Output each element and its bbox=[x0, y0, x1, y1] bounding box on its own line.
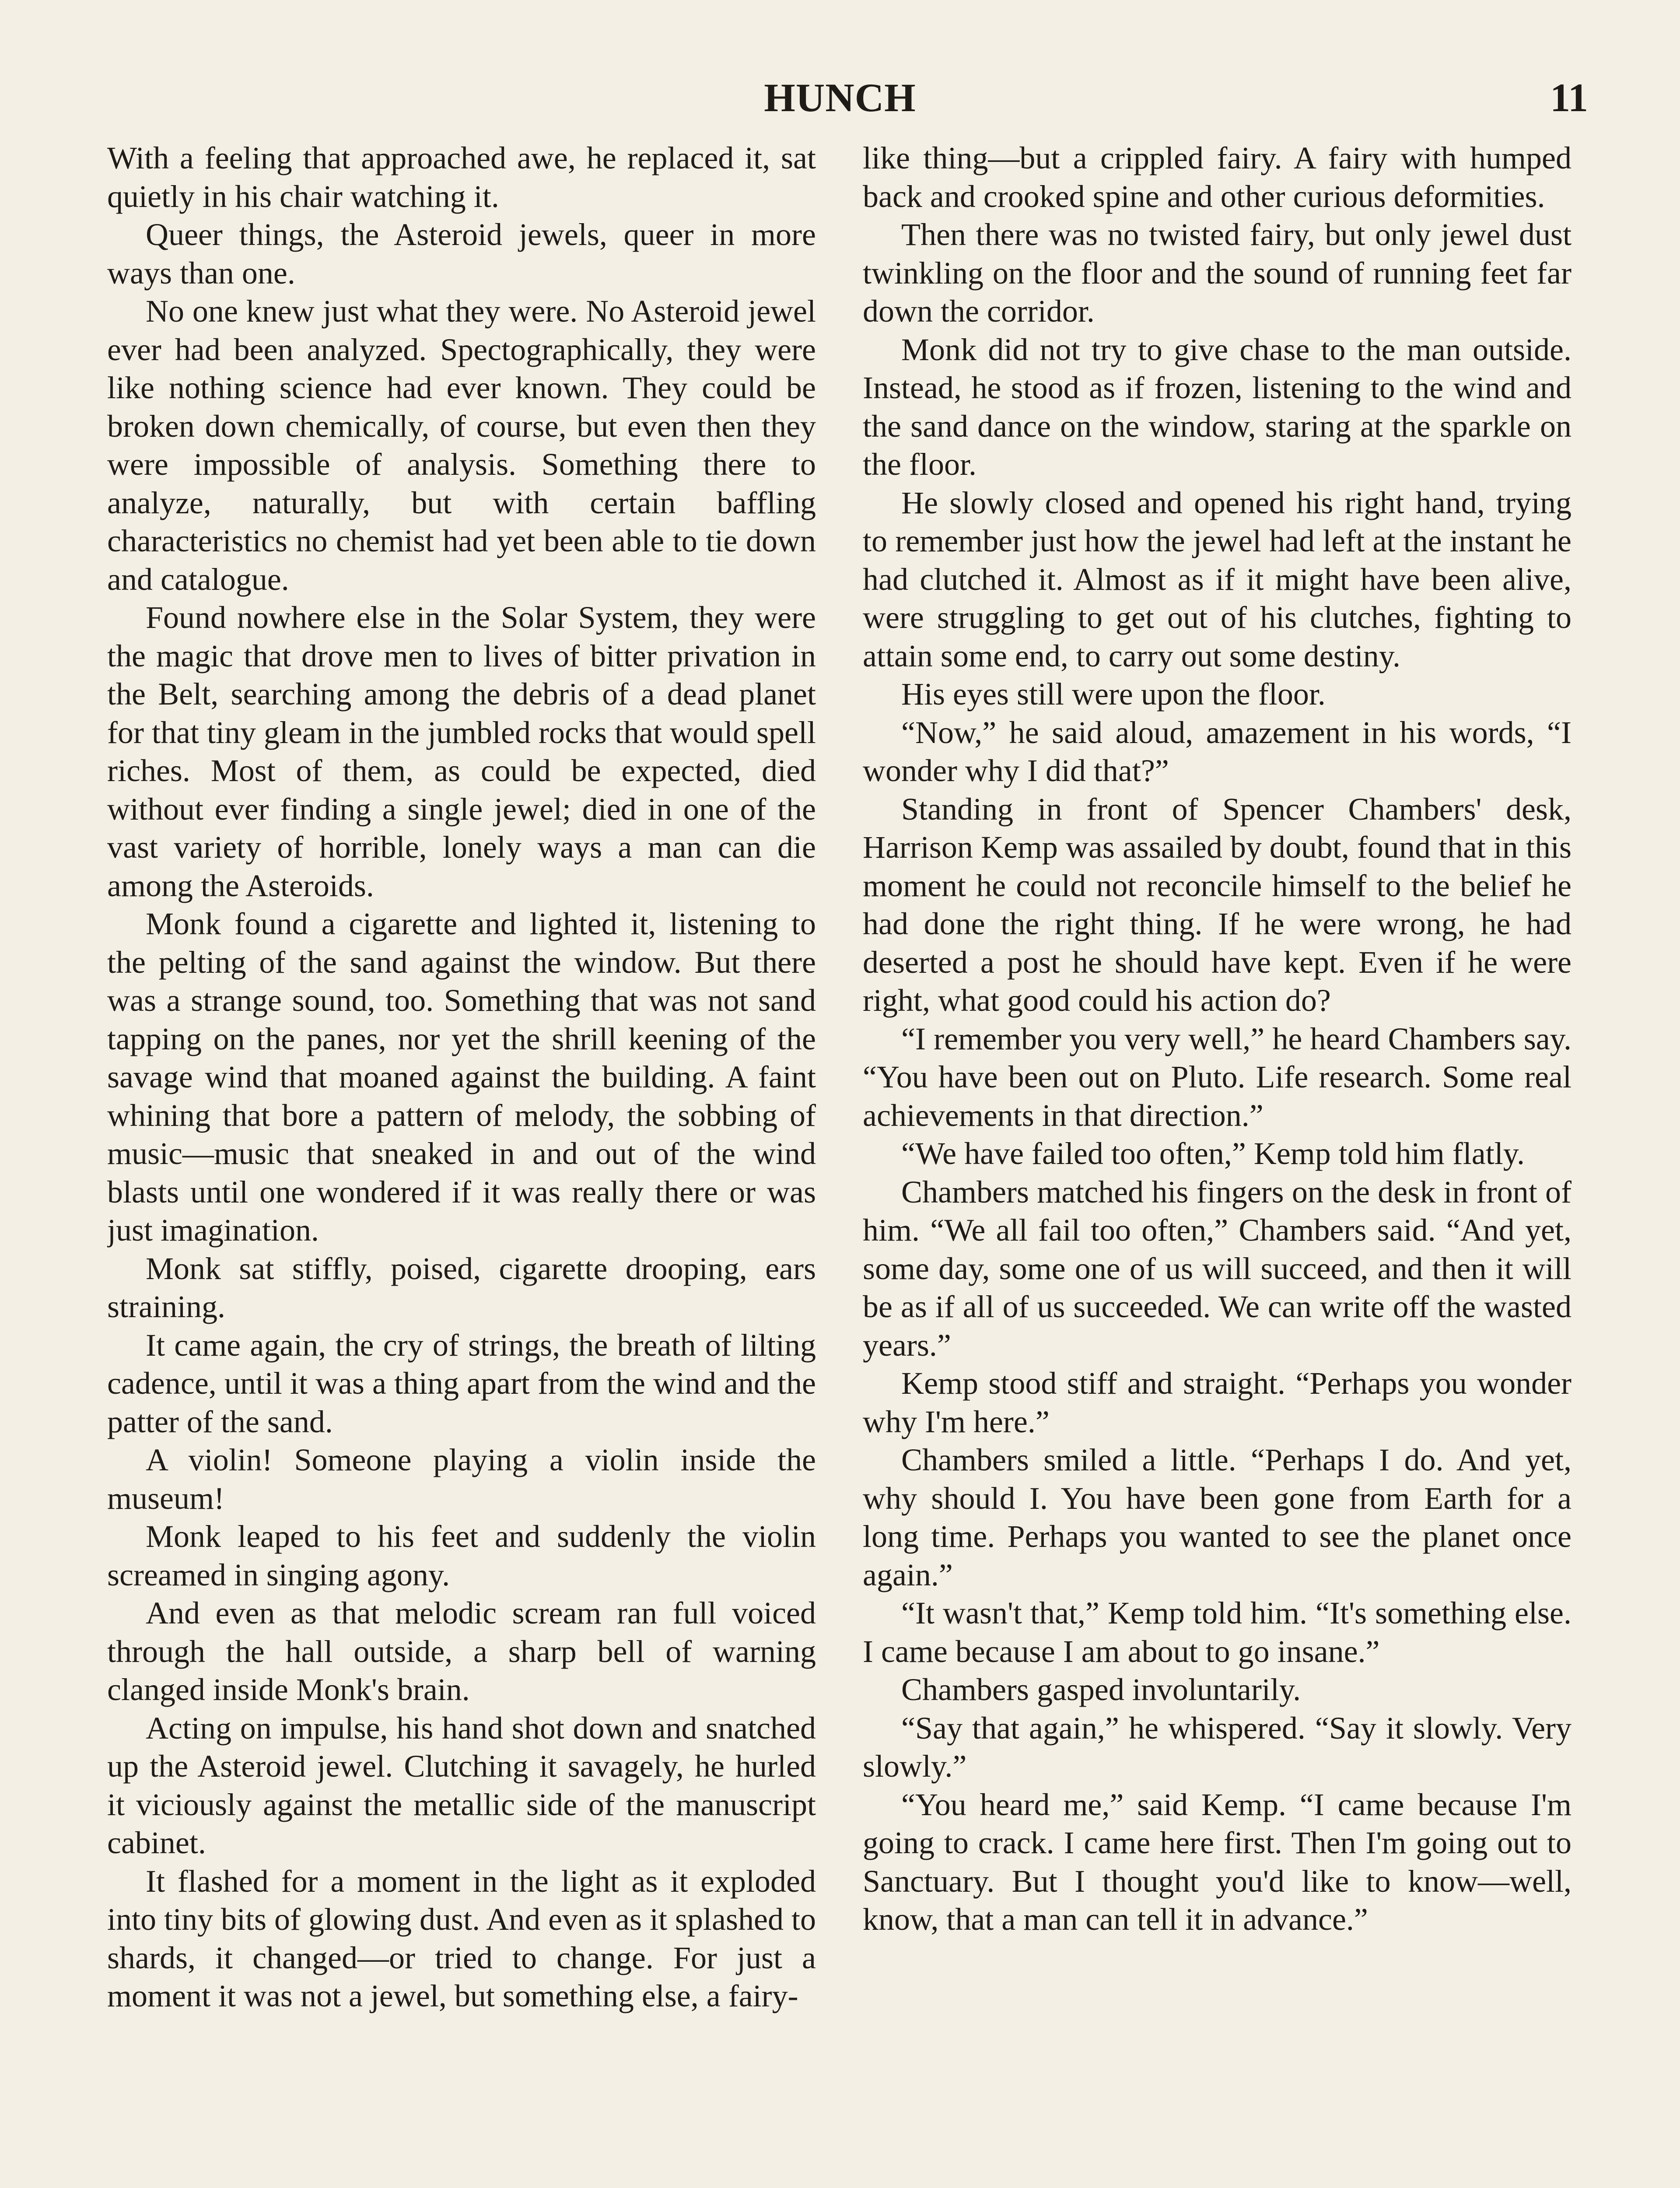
paragraph: No one knew just what they were. No Asteroid jewel ever had been analyzed. Spectographically, they were like nothing science had ever known. They could be broken down chemically, of course, but even then they were impossible of analysis. Something there to analyze, naturally, but with certain baffling characteristics no chemist had yet been able to tie down and catalogue. bbox=[107, 294, 816, 597]
paragraph: It flashed for a moment in the light as it exploded into tiny bits of glowing dust. And even as it splashed to shards, it changed—or tried to change. For just a moment it was not a jewel, but something else, a fairy- bbox=[107, 1863, 816, 2013]
running-title: HUNCH bbox=[764, 75, 916, 120]
paragraph: “It wasn't that,” Kemp told him. “It's something else. I came because I am about to go insane.” bbox=[863, 1595, 1572, 1669]
paragraph: “Now,” he said aloud, amazement in his words, “I wonder why I did that?” bbox=[863, 715, 1572, 788]
paragraph: Standing in front of Spencer Chambers' desk, Harrison Kemp was assailed by doubt, found that in this moment he could not reconcile himself to the belief he had done the right thing. If he were wrong, he had deserted a post he should have kept. Even if he were right, what good could his action do? bbox=[863, 791, 1572, 1018]
paragraph: Monk found a cigarette and lighted it, listening to the pelting of the sand against the window. But there was a strange sound, too. Something that was not sand tapping on the panes, nor yet the shrill keening of the savage wind that moaned against the building. A faint whining that bore a pattern of melody, the sobbing of music—music that sneaked in and out of the wind blasts until one wondered if it was really there or was just imagination. bbox=[107, 906, 816, 1248]
paragraph: Queer things, the Asteroid jewels, queer in more ways than one. bbox=[107, 217, 816, 291]
paragraph: Chambers gasped involuntarily. bbox=[901, 1672, 1301, 1707]
paragraph: Chambers matched his fingers on the desk in front of him. “We all fail too often,” Chambers said. “And yet, some day, some one of us will succeed, and then it will be as if all of us succeeded. We can write off the wasted years.” bbox=[863, 1174, 1572, 1363]
paragraph: “I remember you very well,” he heard Chambers say. “You have been out on Pluto. Life research. Some real achievements in that direction.” bbox=[863, 1021, 1572, 1133]
paragraph: “You heard me,” said Kemp. “I came because I'm going to crack. I came here first. Then I'm going out to Sanctuary. But I thought you'd like to know—well, know, that a man can tell it in advance.” bbox=[863, 1787, 1572, 1937]
right-column bbox=[863, 139, 1572, 2188]
page-number: 11 bbox=[1550, 75, 1588, 120]
left-column bbox=[107, 139, 816, 2188]
paragraph: “Say that again,” he whispered. “Say it slowly. Very slowly.” bbox=[863, 1710, 1572, 1784]
paragraph: It came again, the cry of strings, the breath of lilting cadence, until it was a thing apart from the wind and the patter of the sand. bbox=[107, 1327, 816, 1439]
paragraph: Monk did not try to give chase to the man outside. Instead, he stood as if frozen, listening to the wind and the sand dance on the window, staring at the sparkle on the floor. bbox=[863, 332, 1572, 482]
paragraph: With a feeling that approached awe, he replaced it, sat quietly in his chair watching it. bbox=[107, 140, 816, 214]
paragraph: Then there was no twisted fairy, but only jewel dust twinkling on the floor and the sound of running feet far down the corridor. bbox=[863, 217, 1572, 329]
paragraph: Acting on impulse, his hand shot down and snatched up the Asteroid jewel. Clutching it savagely, he hurled it viciously against the metallic side of the manuscript cabinet. bbox=[107, 1710, 816, 1860]
paragraph: Monk sat stiffly, poised, cigarette drooping, ears straining. bbox=[107, 1251, 816, 1324]
paragraph: like thing—but a crippled fairy. A fairy with humped back and crooked spine and other curious deformities. bbox=[863, 140, 1572, 214]
paragraph: His eyes still were upon the floor. bbox=[901, 677, 1326, 712]
paragraph: Kemp stood stiff and straight. “Perhaps you wonder why I'm here.” bbox=[863, 1366, 1572, 1439]
paragraph: Monk leaped to his feet and suddenly the violin screamed in singing agony. bbox=[107, 1519, 816, 1592]
paragraph: A violin! Someone playing a violin inside the museum! bbox=[107, 1442, 816, 1516]
paragraph: Chambers smiled a little. “Perhaps I do. And yet, why should I. You have been gone from Earth for a long time. Perhaps you wanted to see the planet once again.” bbox=[863, 1442, 1572, 1592]
paragraph: And even as that melodic scream ran full voiced through the hall outside, a sharp bell of warning clanged inside Monk's brain. bbox=[107, 1595, 816, 1707]
paragraph: Found nowhere else in the Solar System, they were the magic that drove men to lives of bitter privation in the Belt, searching among the debris of a dead planet for that tiny gleam in the jumbled rocks that would spell riches. Most of them, as could be expected, died without ever finding a single jewel; died in one of the vast variety of horrible, lonely ways a man can die among the Asteroids. bbox=[107, 600, 816, 903]
paragraph: He slowly closed and opened his right hand, trying to remember just how the jewel had left at the instant he had clutched it. Almost as if it might have been alive, were struggling to get out of his clutches, fighting to attain some end, to carry out some destiny. bbox=[863, 485, 1572, 673]
paragraph: “We have failed too often,” Kemp told him flatly. bbox=[901, 1136, 1525, 1171]
